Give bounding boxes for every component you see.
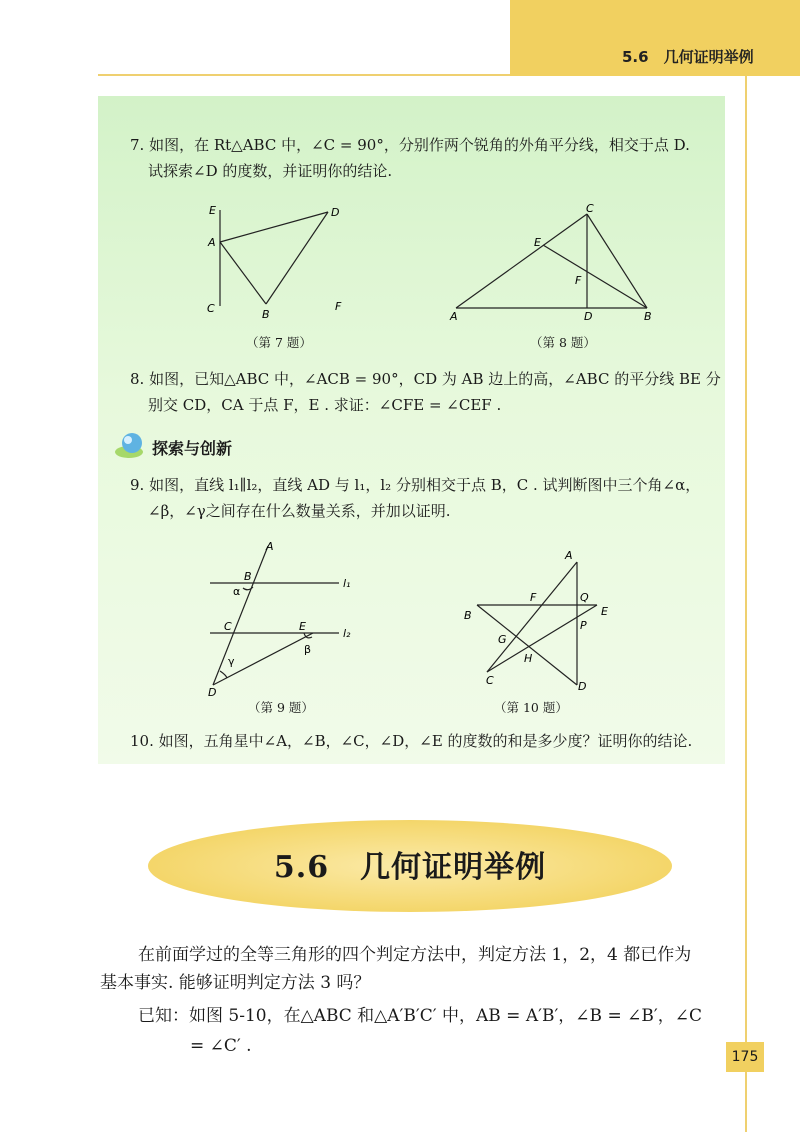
figure-9 bbox=[196, 538, 371, 700]
fig7-line-ad bbox=[220, 212, 328, 242]
problem-8-line-2: 别交 CD，CA 于点 F，E . 求证：∠CFE = ∠CEF . bbox=[148, 396, 502, 414]
fig8-label-d: D bbox=[584, 310, 593, 322]
fig10-label-f: F bbox=[530, 591, 537, 604]
fig10-label-p: P bbox=[580, 619, 587, 632]
caption-9: （第 9 题） bbox=[248, 700, 314, 715]
page-number: 175 bbox=[726, 1042, 764, 1072]
fig10-label-e: E bbox=[601, 605, 608, 618]
caption-10: （第 10 题） bbox=[494, 700, 568, 715]
given-line-1: 已知：如图 5-10，在△ABC 和△A′B′C′ 中，AB = A′B′，∠B = ∠B′，∠C bbox=[138, 1006, 702, 1026]
fig9-label-l1: l₁ bbox=[343, 577, 351, 590]
caption-7: （第 7 题） bbox=[246, 335, 312, 350]
problem-10-line-1: 10. 如图，五角星中∠A，∠B，∠C，∠D，∠E 的度数的和是多少度？证明你的结论. bbox=[130, 732, 693, 750]
running-header: 5.6 几何证明举例 bbox=[622, 48, 754, 66]
section-heading-explore: 探索与创新 bbox=[152, 439, 233, 458]
fig7-label-d: D bbox=[331, 206, 340, 219]
fig8-label-b: B bbox=[644, 310, 652, 322]
fig9-label-a: A bbox=[266, 540, 274, 553]
fig9-label-l2: l₂ bbox=[343, 627, 351, 640]
fig10-label-h: H bbox=[524, 652, 533, 665]
problem-9-line-2: ∠β，∠γ之间存在什么数量关系，并加以证明. bbox=[148, 502, 451, 520]
fig7-label-c: C bbox=[207, 302, 215, 315]
fig9-label-alpha: α bbox=[233, 585, 241, 598]
fig10-label-q: Q bbox=[580, 591, 589, 604]
fig10-label-b: B bbox=[464, 609, 472, 622]
section-title: 5.6 几何证明举例 bbox=[273, 850, 547, 885]
fig7-label-b: B bbox=[262, 308, 270, 320]
fig10-label-a: A bbox=[565, 549, 573, 562]
fig9-label-e: E bbox=[299, 620, 306, 633]
fig7-label-a: A bbox=[208, 236, 216, 249]
fig10-label-c: C bbox=[486, 674, 494, 687]
fig10-line-db bbox=[477, 605, 577, 685]
fig7-label-e: E bbox=[209, 204, 216, 217]
problem-9-line-1: 9. 如图，直线 l₁∥l₂，直线 AD 与 l₁，l₂ 分别相交于点 B，C . 试判断图中三个角∠α， bbox=[130, 476, 701, 494]
fig8-label-c: C bbox=[586, 202, 594, 215]
fig10-label-d: D bbox=[578, 680, 587, 693]
problem-8-line-1: 8. 如图，已知△ABC 中，∠ACB = 90°，CD 为 AB 边上的高，∠ABC 的平分线 BE 分 bbox=[130, 370, 721, 388]
figure-7 bbox=[195, 198, 365, 320]
fig8-label-e: E bbox=[534, 236, 541, 249]
problem-7-line-2: 试探索∠D 的度数，并证明你的结论. bbox=[148, 162, 393, 180]
fig8-line-be bbox=[543, 245, 647, 308]
fig9-arc-gamma bbox=[220, 671, 227, 678]
caption-8: （第 8 题） bbox=[530, 335, 596, 350]
fig7-line-ab bbox=[220, 242, 266, 304]
figure-8 bbox=[440, 198, 665, 322]
intro-line-1: 在前面学过的全等三角形的四个判定方法中，判定方法 1，2，4 都已作为 bbox=[138, 945, 692, 965]
explore-icon bbox=[113, 430, 149, 462]
intro-line-2: 基本事实. 能够证明判定方法 3 吗？ bbox=[100, 973, 371, 993]
fig10-label-g: G bbox=[498, 633, 507, 646]
fig9-label-gamma: γ bbox=[228, 655, 235, 668]
given-line-2: = ∠C′ . bbox=[190, 1036, 252, 1056]
fig8-line-ac bbox=[456, 214, 587, 308]
fig8-line-cb bbox=[587, 214, 647, 308]
fig7-label-f: F bbox=[335, 300, 342, 313]
fig9-label-beta: β bbox=[304, 643, 312, 656]
exercise-panel bbox=[98, 96, 725, 764]
margin-rule bbox=[745, 76, 747, 1132]
header-rule bbox=[98, 74, 510, 76]
figure-10 bbox=[460, 545, 620, 695]
fig7-line-db bbox=[266, 212, 328, 304]
fig9-label-d: D bbox=[208, 686, 217, 699]
fig9-label-b: B bbox=[244, 570, 252, 583]
fig8-label-f: F bbox=[575, 274, 582, 287]
fig8-label-a: A bbox=[450, 310, 458, 322]
fig9-label-c: C bbox=[224, 620, 232, 633]
fig9-line-ad bbox=[213, 546, 268, 685]
problem-7-line-1: 7. 如图，在 Rt△ABC 中，∠C = 90°，分别作两个锐角的外角平分线，相交于点 D. bbox=[130, 136, 690, 154]
